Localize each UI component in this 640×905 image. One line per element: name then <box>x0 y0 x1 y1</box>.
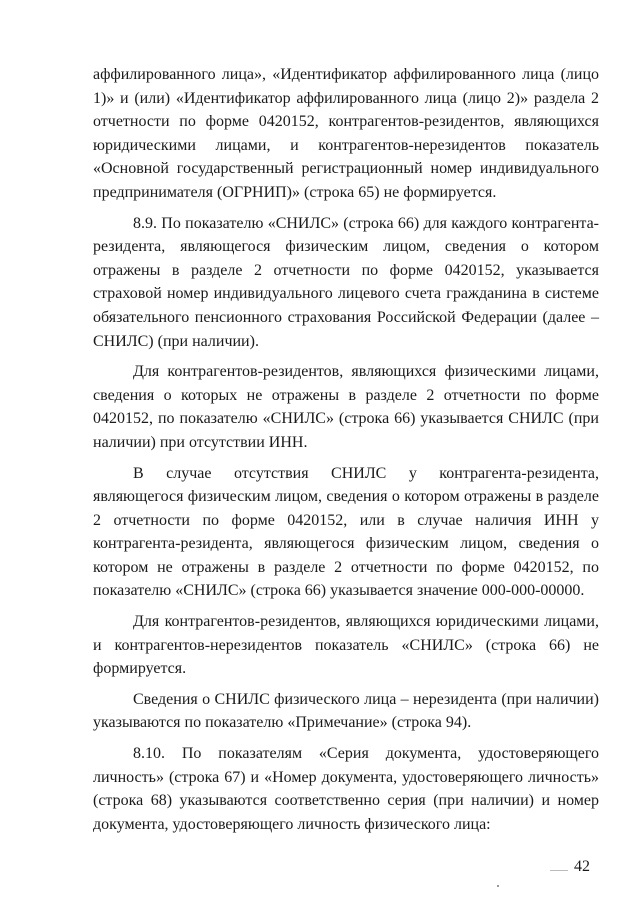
paragraph-continuation: аффилированного лица», «Идентификатор аффилированного лица (лицо 1)» и (или) «Идентификатор аффилированного лица (лицо 2)» раздела 2 отчетности по форме 0420152, контрагентов-резидентов, являющихся юридическими лицами, и контрагентов-нерезидентов показатель «Основной государственный регистрационный номер индивидуального предпринимателя (ОГРНИП)» (строка 65) не формируется. <box>93 66 599 201</box>
paragraph-8-9: 8.9. По показателю «СНИЛС» (строка 66) для каждого контрагента-резидента, являющегося физическим лицом, сведения о котором отражены в разделе 2 отчетности по форме 0420152, указывается страховой номер индивидуального лицевого счета гражданина в системе обязательного пенсионного страхования Российской Федерации (далее – СНИЛС) (при наличии). <box>93 214 599 350</box>
page-number: 42 <box>574 858 590 875</box>
paragraph-absence-snils: В случае отсутствия СНИЛС у контрагента-резидента, являющегося физическим лицом, сведения о котором отражены в разделе 2 отчетности по форме 0420152, или в случае наличия ИНН у контрагента-резидента, являющегося физическим лицом, сведения о котором не отражены в разделе 2 отчетности по форме 0420152, по показателю «СНИЛС» (строка 66) указывается значение 000-000-00000. <box>93 464 599 600</box>
scan-artifact-dot <box>497 885 499 887</box>
paragraph-residents-individuals: Для контрагентов-резидентов, являющихся физическими лицами, сведения о которых не отражены в разделе 2 отчетности по форме 0420152, по показателю «СНИЛС» (строка 66) указывается СНИЛС (при наличии) при отсутствии ИНН. <box>93 363 599 451</box>
paragraph-nonresident-snils: Сведения о СНИЛС физического лица – нерезидента (при наличии) указываются по показателю «Примечание» (строка 94). <box>93 690 599 732</box>
body-text <box>93 63 599 836</box>
paragraph-residents-legal-entities: Для контрагентов-резидентов, являющихся юридическими лицами, и контрагентов-нерезидентов показатель «СНИЛС» (строка 66) не формируется. <box>93 613 599 678</box>
paragraph-8-10: 8.10. По показателям «Серия документа, удостоверяющего личность» (строка 67) и «Номер документа, удостоверяющего личность» (строка 68) указываются соответственно серия (при наличии) и номер документа, удостоверяющего личность физического лица: <box>93 745 599 833</box>
scan-artifact <box>550 870 568 871</box>
